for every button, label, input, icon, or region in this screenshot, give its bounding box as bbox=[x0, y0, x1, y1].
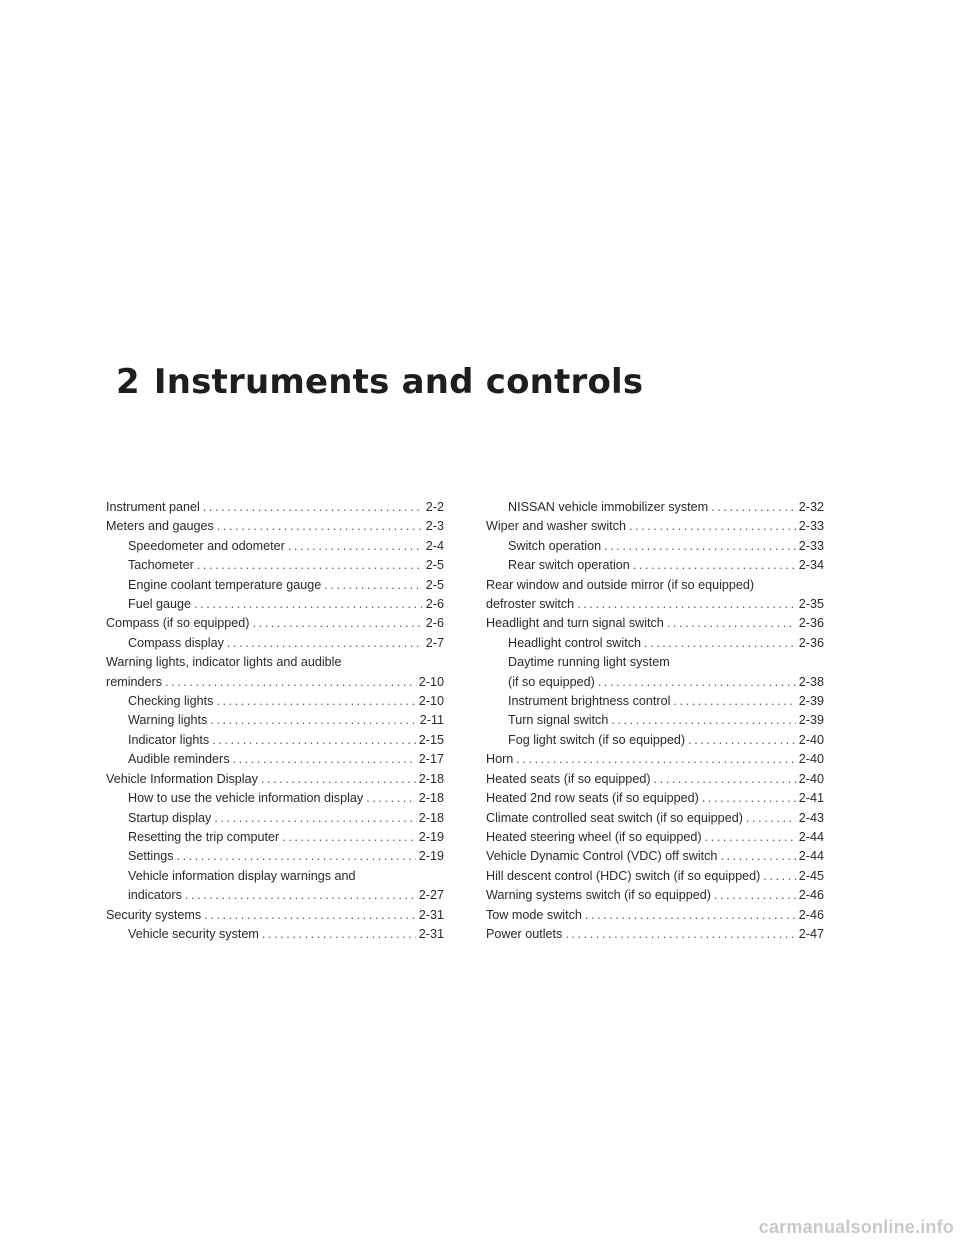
toc-entry-label: Heated seats (if so equipped) bbox=[486, 771, 651, 786]
toc-dot-leader bbox=[216, 692, 415, 711]
toc-entry-page: 2-7 bbox=[425, 635, 444, 650]
toc-entry[interactable] bbox=[106, 906, 444, 925]
toc-entry-page: 2-32 bbox=[798, 500, 824, 514]
toc-dot-leader bbox=[366, 789, 416, 808]
toc-entry-label: Fuel gauge bbox=[128, 597, 192, 612]
toc-entry[interactable] bbox=[106, 673, 444, 692]
toc-dot-leader bbox=[565, 925, 795, 944]
toc-entry[interactable] bbox=[486, 634, 824, 653]
toc-entry-label: Rear switch operation bbox=[508, 558, 630, 573]
toc-entry-lead: Vehicle information display warnings and bbox=[128, 868, 356, 883]
toc-entry-page: 2-40 bbox=[798, 752, 824, 767]
toc-dot-leader bbox=[629, 517, 796, 536]
toc-entry-label: Settings bbox=[128, 849, 174, 864]
toc-entry-label: Instrument panel bbox=[106, 500, 200, 514]
toc-entry-lead: Daytime running light system bbox=[508, 655, 670, 670]
toc-entry-label: Tachometer bbox=[128, 558, 194, 573]
chapter-title bbox=[116, 362, 643, 402]
toc-dot-leader bbox=[177, 847, 416, 866]
toc-entry-label: Warning systems switch (if so equipped) bbox=[486, 888, 711, 903]
toc-entry[interactable] bbox=[486, 556, 824, 575]
toc-entry[interactable] bbox=[486, 595, 824, 614]
toc-entry-page: 2-46 bbox=[798, 907, 824, 922]
toc-entry-page: 2-39 bbox=[798, 694, 824, 709]
toc-entry-page: 2-40 bbox=[798, 732, 824, 747]
toc-entry[interactable] bbox=[486, 925, 824, 944]
toc-entry-label: Compass (if so equipped) bbox=[106, 616, 250, 631]
toc-dot-leader bbox=[673, 692, 795, 711]
toc-entry[interactable] bbox=[106, 556, 444, 575]
toc-entry-page: 2-35 bbox=[798, 597, 824, 612]
chapter-title-text: Instruments and controls bbox=[153, 362, 644, 402]
toc-entry-page: 2-10 bbox=[418, 694, 444, 709]
toc-entry-page: 2-45 bbox=[798, 868, 824, 883]
toc-entry-page: 2-17 bbox=[418, 752, 444, 767]
toc-entry[interactable] bbox=[106, 731, 444, 750]
toc-dot-leader bbox=[763, 867, 795, 886]
toc-entry[interactable] bbox=[486, 886, 824, 905]
toc-entry[interactable] bbox=[486, 867, 824, 886]
toc-entry[interactable] bbox=[486, 692, 824, 711]
toc-entry-label: Startup display bbox=[128, 810, 212, 825]
toc-entry-label: How to use the vehicle information display bbox=[128, 791, 364, 806]
toc-entry-page: 2-15 bbox=[418, 732, 444, 747]
toc-dot-leader bbox=[688, 731, 796, 750]
toc-entry[interactable] bbox=[486, 770, 824, 789]
toc-entry-label: Compass display bbox=[128, 635, 224, 650]
toc-entry-page: 2-43 bbox=[798, 810, 824, 825]
toc-entry-page: 2-41 bbox=[798, 791, 824, 806]
toc-entry-page: 2-44 bbox=[798, 849, 824, 864]
toc-dot-leader bbox=[212, 731, 416, 750]
toc-dot-leader bbox=[604, 537, 796, 556]
toc-entry[interactable] bbox=[106, 614, 444, 633]
toc-dot-leader bbox=[585, 906, 796, 925]
toc-dot-leader bbox=[516, 750, 795, 769]
toc-entry-label: Resetting the trip computer bbox=[128, 829, 280, 844]
toc-entry-label: Audible reminders bbox=[128, 752, 230, 767]
toc-dot-leader bbox=[203, 498, 423, 517]
toc-entry[interactable] bbox=[106, 925, 444, 944]
toc-entry[interactable] bbox=[486, 537, 824, 556]
toc-entry-label: Hill descent control (HDC) switch (if so equipped) bbox=[486, 868, 761, 883]
toc-entry-page: 2-38 bbox=[798, 674, 824, 689]
toc-entry[interactable] bbox=[486, 789, 824, 808]
toc-entry-page: 2-33 bbox=[798, 538, 824, 553]
toc-entry[interactable] bbox=[106, 828, 444, 847]
toc-entry-label: Indicator lights bbox=[128, 732, 210, 747]
toc-entry-label: (if so equipped) bbox=[508, 674, 595, 689]
toc-entry-label: Switch operation bbox=[508, 538, 602, 553]
toc-dot-leader bbox=[577, 595, 796, 614]
toc-entry[interactable] bbox=[486, 809, 824, 828]
toc-entry[interactable] bbox=[106, 498, 444, 517]
toc-entry-label: Tow mode switch bbox=[486, 907, 582, 922]
toc-dot-leader bbox=[204, 906, 416, 925]
toc-entry-page: 2-36 bbox=[798, 635, 824, 650]
toc-entry[interactable] bbox=[486, 828, 824, 847]
toc-entry[interactable] bbox=[106, 886, 444, 905]
toc-entry[interactable] bbox=[106, 576, 444, 595]
toc-entry[interactable] bbox=[486, 673, 824, 692]
toc-entry[interactable] bbox=[486, 711, 824, 730]
toc-dot-leader bbox=[598, 673, 796, 692]
toc-entry-page: 2-34 bbox=[798, 558, 824, 573]
toc-dot-leader bbox=[185, 886, 416, 905]
toc-entry[interactable] bbox=[106, 770, 444, 789]
toc-entry-page: 2-31 bbox=[418, 926, 444, 941]
chapter-number: 2 bbox=[116, 362, 140, 402]
toc-entry[interactable] bbox=[106, 847, 444, 866]
toc-dot-leader bbox=[227, 634, 423, 653]
toc-entry-label: Turn signal switch bbox=[508, 713, 609, 728]
toc-dot-leader bbox=[611, 711, 795, 730]
toc-entry-page: 2-18 bbox=[418, 771, 444, 786]
toc-dot-leader bbox=[261, 770, 416, 789]
toc-dot-leader bbox=[165, 673, 416, 692]
toc-entry[interactable] bbox=[486, 498, 824, 517]
toc-entry-page: 2-19 bbox=[418, 849, 444, 864]
toc-dot-leader bbox=[644, 634, 796, 653]
toc-dot-leader bbox=[214, 809, 415, 828]
toc-dot-leader bbox=[197, 556, 423, 575]
toc-entry[interactable] bbox=[486, 750, 824, 769]
toc-entry-page: 2-33 bbox=[798, 519, 824, 534]
toc-dot-leader bbox=[714, 886, 796, 905]
toc-dot-leader bbox=[253, 614, 423, 633]
toc-entry-page: 2-47 bbox=[798, 926, 824, 941]
toc-entry-page: 2-5 bbox=[425, 558, 444, 573]
toc-entry[interactable] bbox=[486, 614, 824, 633]
toc-entry-label: Engine coolant temperature gauge bbox=[128, 577, 322, 592]
toc-entry-page: 2-18 bbox=[418, 791, 444, 806]
toc-entry-page: 2-31 bbox=[418, 907, 444, 922]
toc-entry-label: Warning lights bbox=[128, 713, 208, 728]
toc-entry-page: 2-40 bbox=[798, 771, 824, 786]
toc-dot-leader bbox=[282, 828, 416, 847]
toc-entry-label: Meters and gauges bbox=[106, 519, 214, 534]
toc-entry-label: reminders bbox=[106, 674, 162, 689]
toc-entry[interactable] bbox=[106, 595, 444, 614]
toc-entry-label: Heated steering wheel (if so equipped) bbox=[486, 829, 702, 844]
toc-dot-leader bbox=[746, 809, 796, 828]
toc-entry-page: 2-6 bbox=[425, 616, 444, 631]
toc-entry[interactable] bbox=[106, 634, 444, 653]
toc-dot-leader bbox=[288, 537, 423, 556]
toc-left-column bbox=[106, 498, 444, 944]
toc-entry-label: Speedometer and odometer bbox=[128, 538, 285, 553]
toc-entry[interactable] bbox=[486, 847, 824, 866]
toc-dot-leader bbox=[210, 711, 416, 730]
toc-dot-leader bbox=[194, 595, 423, 614]
toc-entry-page: 2-2 bbox=[425, 500, 444, 514]
toc-entry-label: Vehicle Dynamic Control (VDC) off switch bbox=[486, 849, 718, 864]
toc-entry-lead: Rear window and outside mirror (if so equipped) bbox=[486, 577, 755, 592]
toc-dot-leader bbox=[217, 517, 423, 536]
toc-entry-label: Climate controlled seat switch (if so equipped) bbox=[486, 810, 743, 825]
toc-entry-label: Vehicle Information Display bbox=[106, 771, 258, 786]
toc-dot-leader bbox=[711, 498, 796, 517]
toc-entry-page: 2-11 bbox=[419, 713, 444, 728]
toc-entry-lead: Warning lights, indicator lights and audible bbox=[106, 655, 342, 670]
toc-entry-label: NISSAN vehicle immobilizer system bbox=[508, 500, 709, 514]
toc-entry-label: Headlight and turn signal switch bbox=[486, 616, 664, 631]
toc-entry[interactable] bbox=[106, 711, 444, 730]
toc-dot-leader bbox=[633, 556, 796, 575]
toc-entry[interactable] bbox=[486, 517, 824, 536]
toc-dot-leader bbox=[720, 847, 795, 866]
toc-entry-page: 2-36 bbox=[798, 616, 824, 631]
toc-entry[interactable] bbox=[106, 789, 444, 808]
toc-entry-page: 2-6 bbox=[425, 597, 444, 612]
toc-entry-label: Fog light switch (if so equipped) bbox=[508, 732, 686, 747]
toc-entry-page: 2-3 bbox=[425, 519, 444, 534]
toc-entry-page: 2-44 bbox=[798, 829, 824, 844]
toc-dot-leader bbox=[667, 614, 796, 633]
toc-dot-leader bbox=[262, 925, 416, 944]
toc-entry-label: Horn bbox=[486, 752, 514, 767]
toc-entry-label: defroster switch bbox=[486, 597, 575, 612]
toc-entry-page: 2-10 bbox=[418, 674, 444, 689]
toc-entry[interactable] bbox=[106, 809, 444, 828]
toc-entry-label: Instrument brightness control bbox=[508, 694, 671, 709]
toc-entry-page: 2-5 bbox=[425, 577, 444, 592]
toc-entry-label: indicators bbox=[128, 888, 182, 903]
toc-entry-label: Wiper and washer switch bbox=[486, 519, 626, 534]
toc-entry-page: 2-46 bbox=[798, 888, 824, 903]
toc-dot-leader bbox=[233, 750, 416, 769]
watermark: carmanualsonline.info bbox=[758, 1217, 954, 1237]
toc-entry[interactable] bbox=[106, 750, 444, 769]
toc-dot-leader bbox=[702, 789, 796, 808]
toc-entry-page: 2-19 bbox=[418, 829, 444, 844]
toc-entry[interactable] bbox=[486, 906, 824, 925]
toc-dot-leader bbox=[705, 828, 796, 847]
toc-entry-label: Checking lights bbox=[128, 694, 214, 709]
toc-entry[interactable] bbox=[106, 692, 444, 711]
toc-entry-page: 2-18 bbox=[418, 810, 444, 825]
toc-entry[interactable] bbox=[486, 731, 824, 750]
toc-entry[interactable] bbox=[106, 537, 444, 556]
toc-right-column bbox=[486, 498, 824, 944]
toc-entry-page: 2-27 bbox=[418, 888, 444, 903]
toc-entry-label: Power outlets bbox=[486, 926, 563, 941]
toc-dot-leader bbox=[654, 770, 796, 789]
toc-dot-leader bbox=[324, 576, 423, 595]
toc-entry-label: Security systems bbox=[106, 907, 202, 922]
toc-entry-label: Heated 2nd row seats (if so equipped) bbox=[486, 791, 699, 806]
toc-entry-page: 2-4 bbox=[425, 538, 444, 553]
toc-entry-page: 2-39 bbox=[798, 713, 824, 728]
toc-entry-label: Vehicle security system bbox=[128, 926, 259, 941]
toc-entry-label: Headlight control switch bbox=[508, 635, 641, 650]
toc-entry[interactable] bbox=[106, 517, 444, 536]
